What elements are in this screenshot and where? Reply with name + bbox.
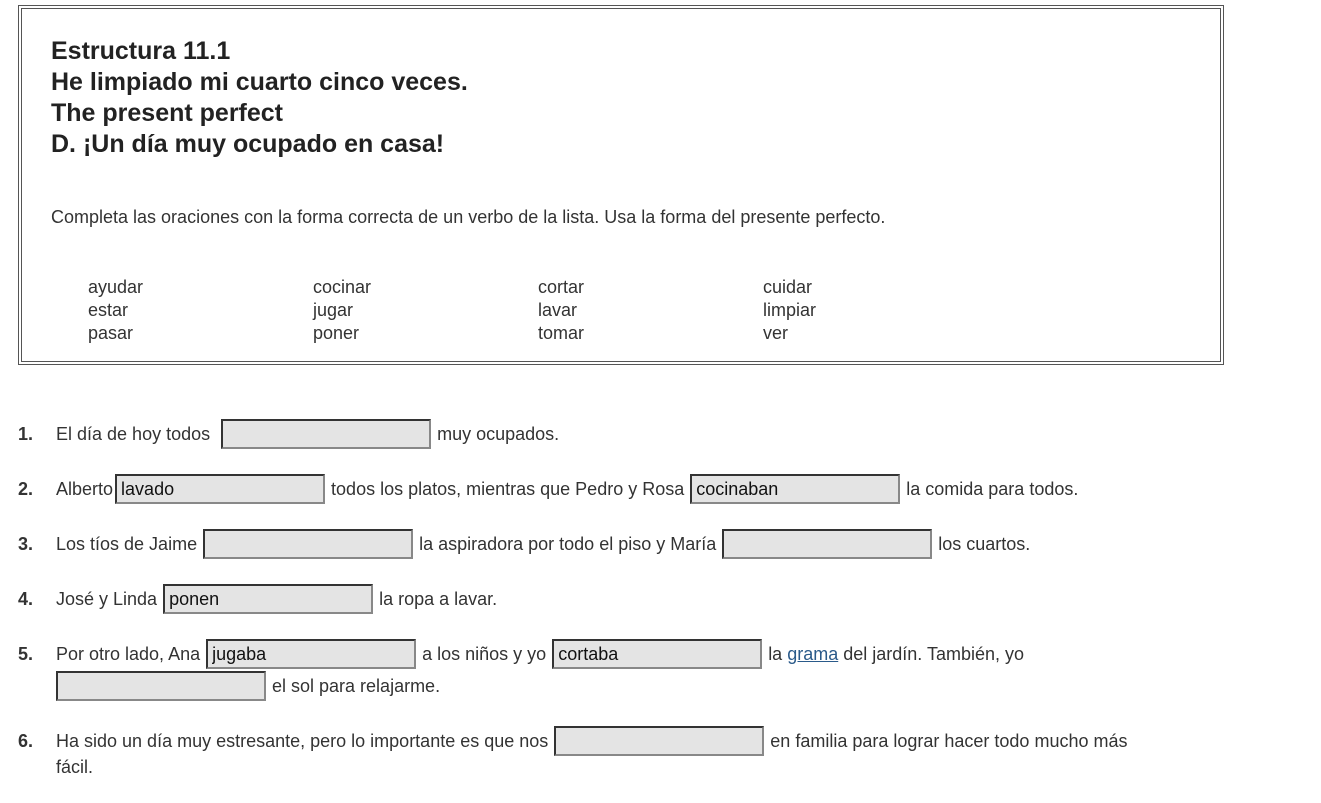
answer-input-6a[interactable]: [554, 726, 764, 756]
question-text: Por otro lado, Ana: [56, 643, 201, 664]
question-text: a los niños y yo: [422, 643, 547, 664]
question-text: Alberto: [56, 478, 114, 499]
word-bank-item: jugar: [313, 300, 354, 320]
word-bank-item: cuidar: [763, 277, 813, 297]
question-text: Ha sido un día muy estresante, pero lo importante es que nos: [56, 730, 549, 751]
question-text: la comida para todos.: [906, 478, 1079, 499]
question-number: 5.: [18, 644, 34, 664]
question-text: Los tíos de Jaime: [56, 533, 198, 554]
answer-input-5a[interactable]: [206, 639, 416, 669]
question-number: 3.: [18, 534, 34, 554]
question-text: fácil.: [56, 757, 94, 777]
title-line-1: Estructura 11.1: [51, 37, 231, 65]
word-bank-item: pasar: [88, 323, 134, 343]
answer-input-3a[interactable]: [203, 529, 413, 559]
question-text: muy ocupados.: [437, 423, 560, 444]
word-bank-item: poner: [313, 323, 360, 343]
answer-input-2b[interactable]: [690, 474, 900, 504]
glossary-link-grama[interactable]: grama: [787, 643, 839, 664]
question-number: 1.: [18, 424, 34, 444]
question-text: el sol para relajarme.: [272, 675, 441, 696]
title-line-3: The present perfect: [51, 99, 284, 127]
answer-input-5c[interactable]: [56, 671, 266, 701]
answer-input-1a[interactable]: [221, 419, 431, 449]
word-bank-item: cortar: [538, 277, 585, 297]
word-bank-item: lavar: [538, 300, 578, 320]
title-line-4: D. ¡Un día muy ocupado en casa!: [51, 130, 445, 158]
question-text: El día de hoy todos: [56, 423, 211, 444]
question-text: todos los platos, mientras que Pedro y Rosa: [331, 478, 685, 499]
question-number: 6.: [18, 731, 34, 751]
word-bank-item: tomar: [538, 323, 585, 343]
question-text: los cuartos.: [938, 533, 1031, 554]
question-number: 2.: [18, 479, 34, 499]
instructions-panel: [18, 5, 1224, 365]
instructions-text: Completa las oraciones con la forma correcta de un verbo de la lista. Usa la forma del presente perfecto.: [51, 207, 886, 227]
question-text: en familia para lograr hacer todo mucho más: [770, 730, 1128, 751]
question-text: la ropa a lavar.: [379, 588, 498, 609]
word-bank-item: limpiar: [763, 300, 817, 320]
question-text: José y Linda: [56, 588, 158, 609]
word-bank: [88, 277, 988, 346]
exercise-title: [51, 36, 468, 160]
word-bank-item: ayudar: [88, 277, 144, 297]
title-line-2: He limpiado mi cuarto cinco veces.: [51, 68, 468, 96]
question-text: del jardín. También, yo: [843, 643, 1025, 664]
question-text: la: [768, 643, 783, 664]
question-text: la aspiradora por todo el piso y María: [419, 533, 717, 554]
word-bank-item: ver: [763, 323, 789, 343]
question-number: 4.: [18, 589, 34, 609]
answer-input-2a[interactable]: [115, 474, 325, 504]
word-bank-item: estar: [88, 300, 129, 320]
answer-input-5b[interactable]: [552, 639, 762, 669]
word-bank-item: cocinar: [313, 277, 372, 297]
answer-input-4a[interactable]: [163, 584, 373, 614]
answer-input-3b[interactable]: [722, 529, 932, 559]
